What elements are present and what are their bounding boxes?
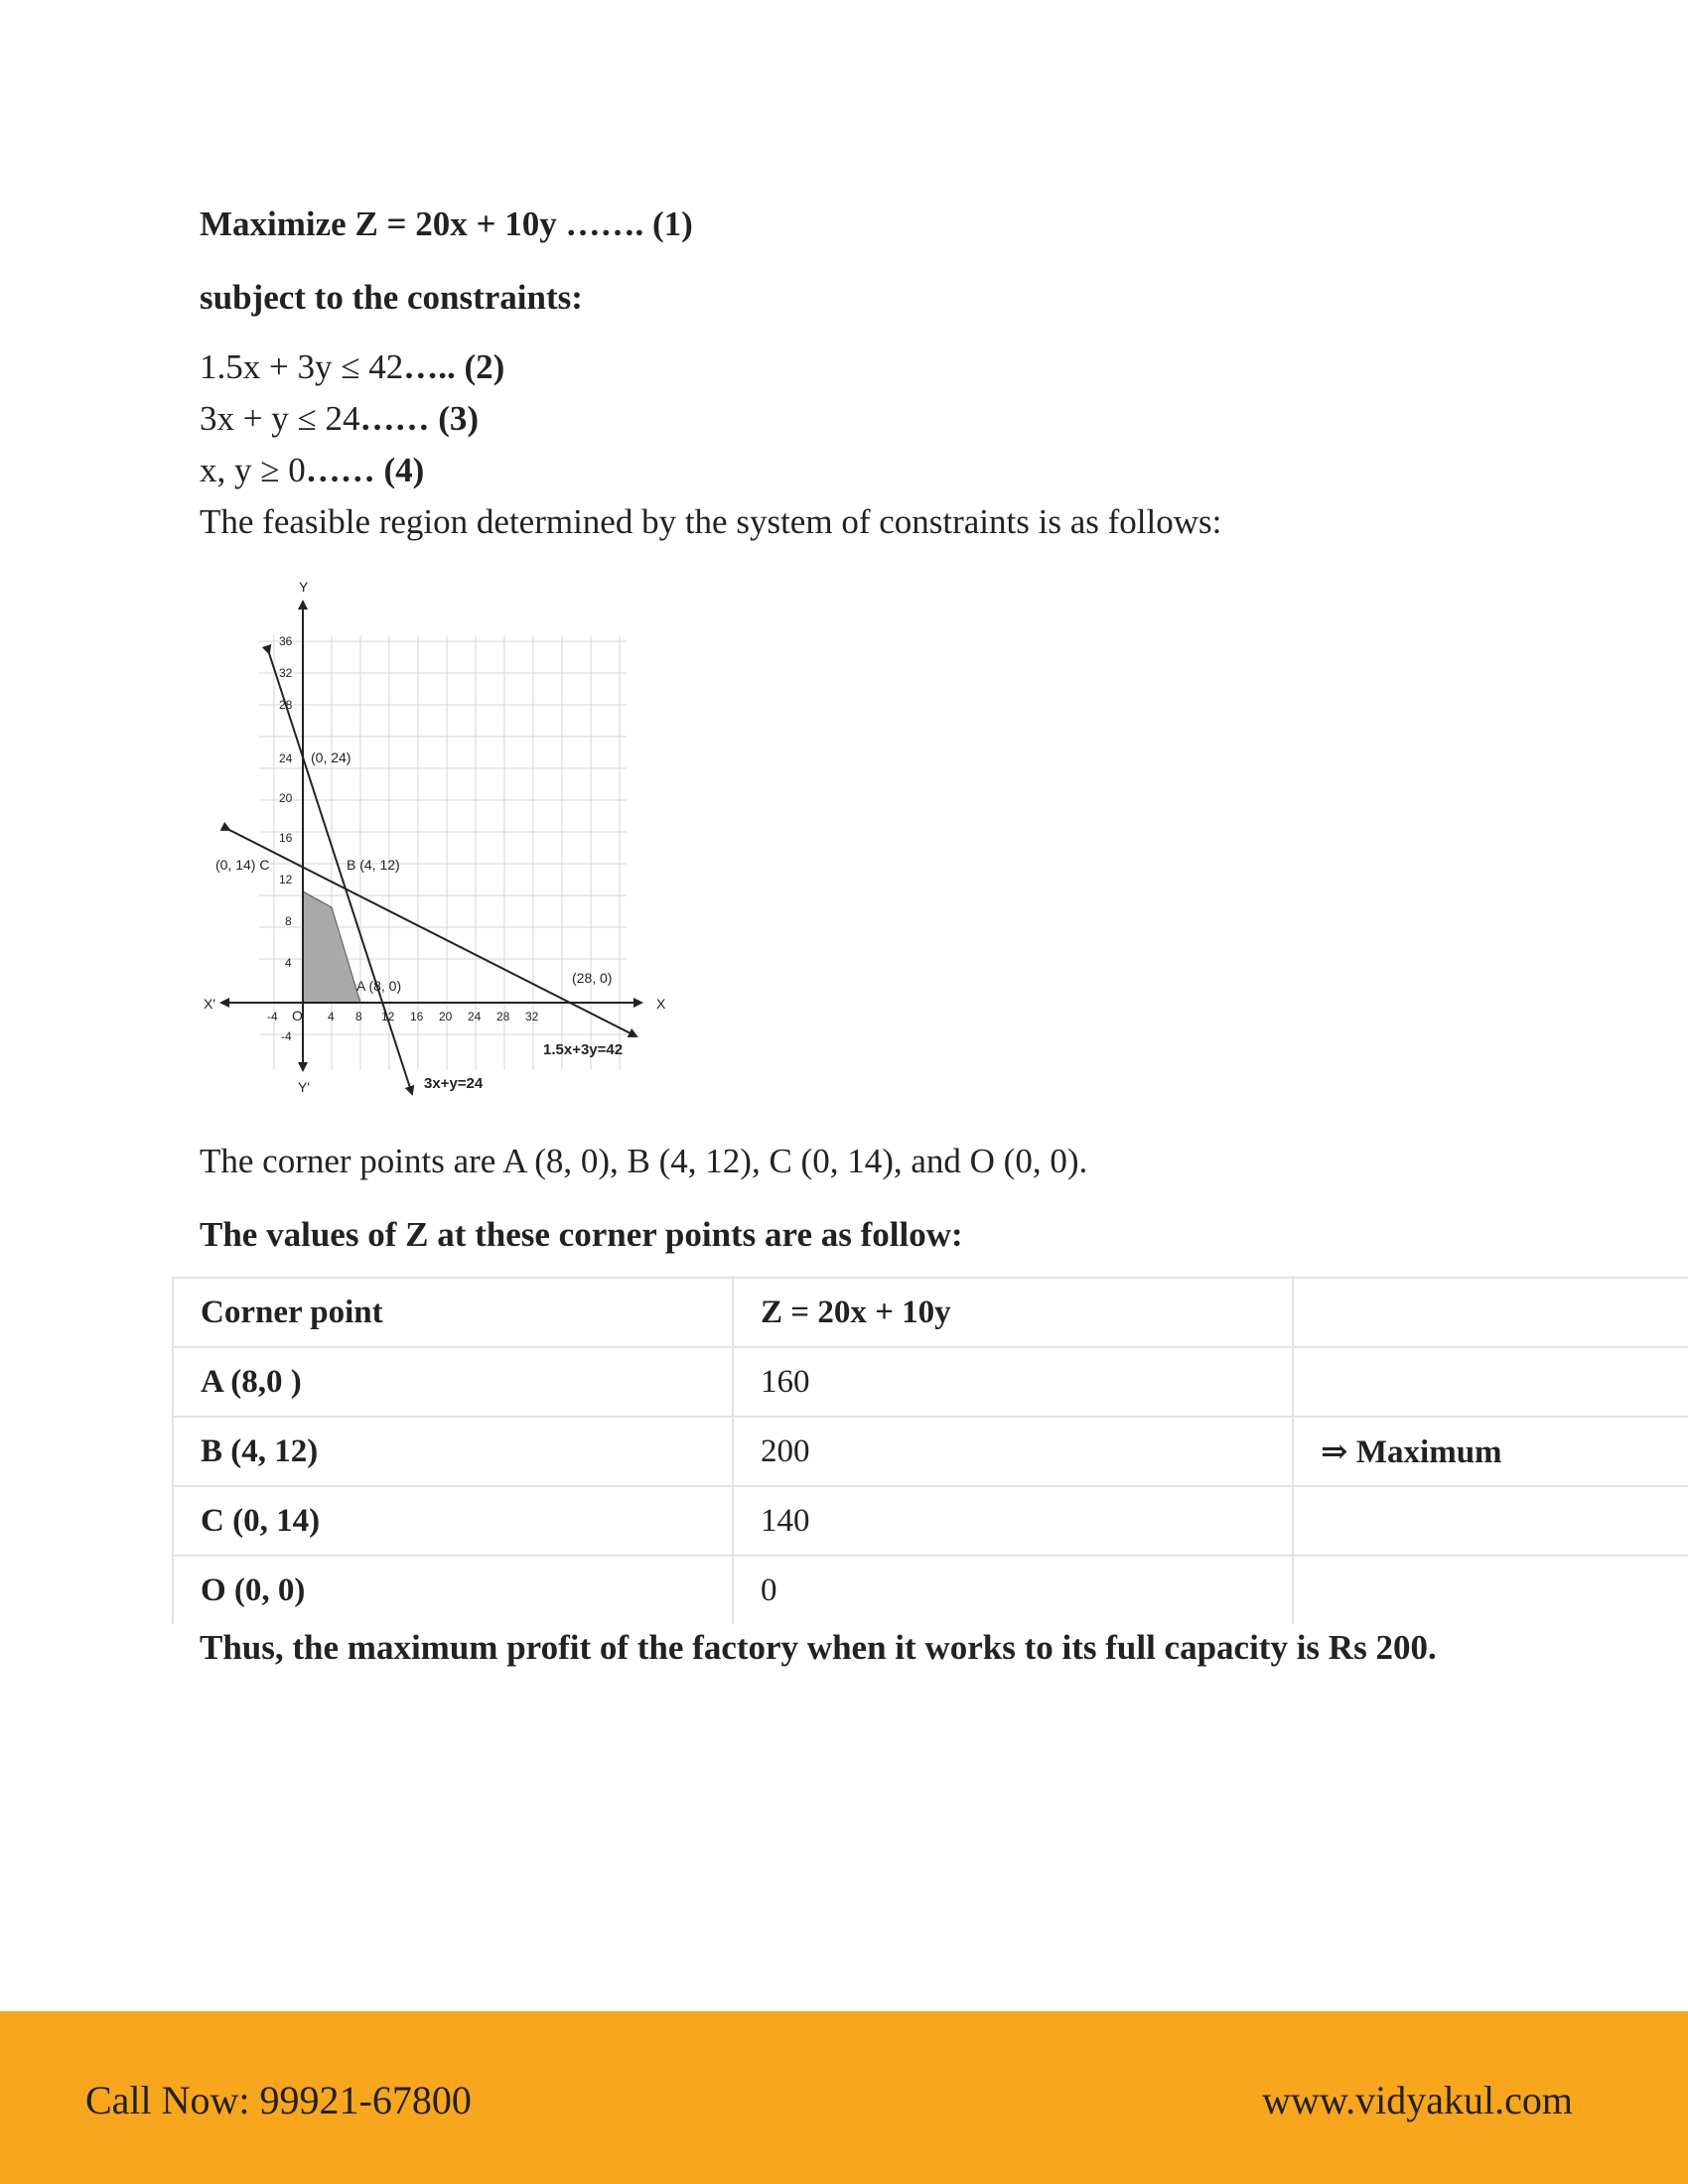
grid-lines [259,635,627,1070]
constraint-2-tag: ….. (2) [403,347,505,386]
label-point-a: A (8, 0) [356,978,402,994]
axis-y-bottom-label: Y' [298,1079,311,1095]
x-tick-16: 16 [410,1010,424,1024]
y-tick-36: 36 [279,634,293,648]
y-tick-4: 4 [285,956,292,970]
table-row [173,1486,1688,1556]
axis-x-left-label: X' [204,996,216,1012]
table-cell-point: O (0, 0) [173,1556,733,1624]
constraint-2 [200,341,1490,393]
line-1-5x-3y-42 [229,830,636,1036]
table-header-z: Z = 20x + 10y [733,1278,1293,1347]
table-header-note [1293,1278,1688,1347]
line1-label: 1.5x+3y=42 [543,1041,624,1058]
x-tick-m4: -4 [267,1010,278,1024]
axis-y-top-label: Y [299,579,309,595]
table-row [173,1556,1688,1624]
x-tick-28: 28 [496,1010,510,1024]
footer-banner [0,2011,1688,2184]
y-tick-20: 20 [279,791,293,805]
constraints-block [200,341,1490,548]
x-tick-20: 20 [439,1010,453,1024]
y-tick-24: 24 [279,751,293,765]
y-tick-m4: -4 [281,1029,292,1043]
feasible-region-text: The feasible region determined by the system of constraints is as follows: [200,502,1222,541]
axis-x-right-label: X [656,996,666,1012]
table-cell-point: B (4, 12) [173,1417,733,1486]
label-point-c: (0, 14) C [215,857,270,873]
table-cell-note [1293,1347,1688,1417]
objective-statement: Maximize Z = 20x + 10y ……. (1) [200,205,693,243]
x-tick-32: 32 [525,1010,539,1024]
y-tick-28: 28 [279,698,293,712]
constraint-4-tag: …… (4) [305,451,425,489]
constraint-4-expr: x, y ≥ 0 [200,451,306,489]
x-tick-24: 24 [468,1010,482,1024]
constraint-3-tag: …… (3) [359,399,480,438]
y-tick-12: 12 [279,873,293,887]
constraint-2-expr: 1.5x + 3y ≤ 42 [200,347,404,386]
label-point-b: B (4, 12) [347,857,400,873]
constraint-3 [200,393,1490,445]
table-cell-note-maximum: ⇒ Maximum [1293,1417,1688,1486]
graph-svg [200,574,706,1110]
y-tick-32: 32 [279,666,293,680]
x-tick-12: 12 [381,1010,395,1024]
table-header-row [173,1278,1688,1347]
call-now-text: Call Now: 99921-67800 [85,2078,472,2122]
table-row [173,1347,1688,1417]
x-tick-4: 4 [328,1010,335,1024]
table-cell-z: 140 [733,1486,1293,1556]
y-tick-16: 16 [279,831,293,845]
y-tick-8: 8 [285,914,292,928]
table-cell-note [1293,1486,1688,1556]
feasible-region-graph [200,574,706,1110]
table-cell-z: 200 [733,1417,1293,1486]
constraint-3-expr: 3x + y ≤ 24 [200,399,360,438]
table-cell-z: 0 [733,1556,1293,1624]
conclusion-text: Thus, the maximum profit of the factory when it works to its full capacity is Rs 200. [200,1628,1437,1667]
table-cell-point: A (8,0 ) [173,1347,733,1417]
label-28-0: (28, 0) [572,970,613,986]
table-cell-point: C (0, 14) [173,1486,733,1556]
main-content [200,199,1490,548]
table-cell-note [1293,1556,1688,1624]
subject-heading: subject to the constraints: [200,278,583,317]
line2-label: 3x+y=24 [424,1075,484,1092]
table-row [173,1417,1688,1486]
corner-points-text: The corner points are A (8, 0), B (4, 12), C (0, 14), and O (0, 0). [200,1142,1088,1180]
values-heading: The values of Z at these corner points are as follow: [200,1215,963,1254]
constraint-4 [200,445,1490,496]
website-link[interactable]: www.vidyakul.com [1262,2078,1573,2122]
origin-label: O [292,1008,303,1024]
z-values-table [172,1277,1688,1624]
label-0-24: (0, 24) [311,750,352,765]
x-tick-8: 8 [355,1010,362,1024]
table-cell-z: 160 [733,1347,1293,1417]
table-header-corner-point: Corner point [173,1278,733,1347]
